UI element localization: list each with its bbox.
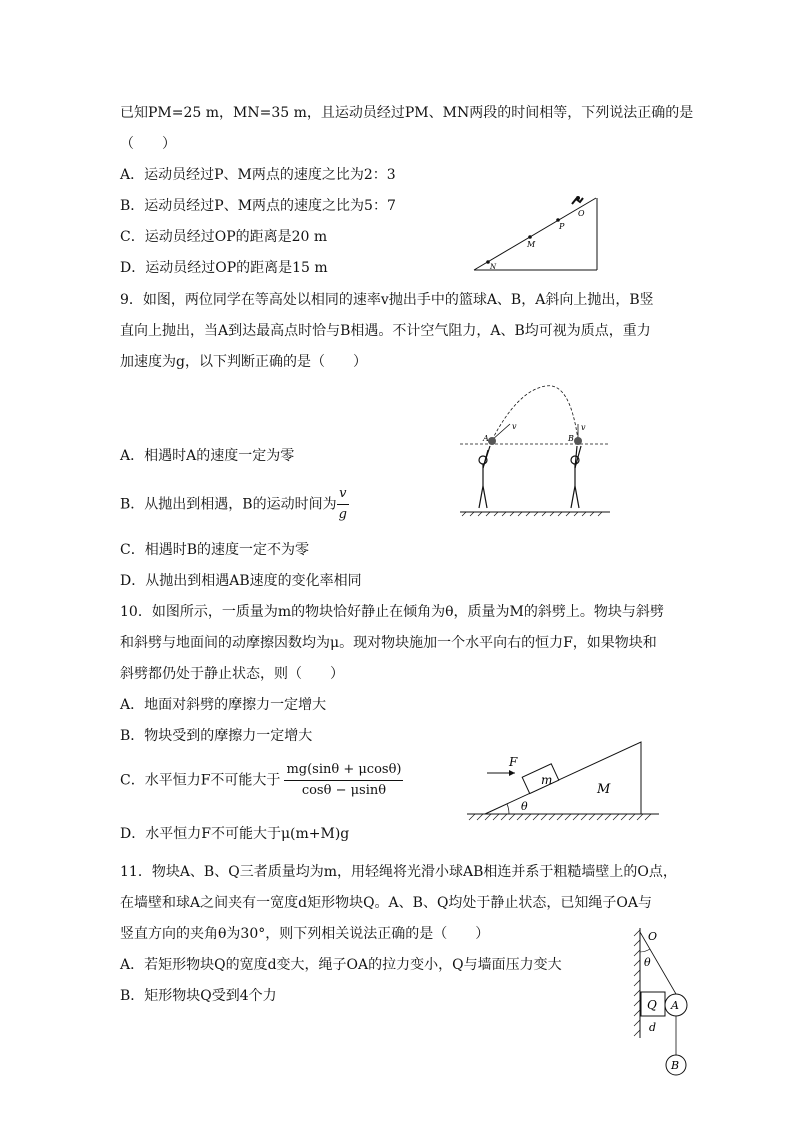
q9-velocity-arrow-a: [492, 424, 510, 440]
q11-label-a: A: [671, 999, 679, 1012]
q9-ground-hatch: [462, 512, 602, 516]
q11-stem-line1: 11．物块A、B、Q三者质量均为m，用轻绳将光滑小球AB相连并系于粗糙墙壁上的O点，: [120, 864, 677, 880]
q11-stem-line2: 在墙壁和球A之间夹有一宽度d矩形物块Q。A、B、Q均处于静止状态，已知绳子OA与: [120, 895, 653, 911]
q10-option-c-text: C．水平恒力F不可能大于: [120, 772, 281, 789]
skier-icon: [572, 196, 583, 204]
q11-label-d: d: [649, 1021, 657, 1034]
q8-option-c: C．运动员经过OP的距离是20 m: [120, 229, 328, 245]
q8-option-a: A．运动员经过P、M两点的速度之比为2：3: [120, 167, 396, 183]
q8-point-m: [528, 235, 532, 239]
q10-stem-line3: 斜劈都仍处于静止状态，则（ ）: [120, 666, 344, 682]
q9-label-b: B: [568, 434, 574, 443]
q9-label-v2: v: [581, 423, 586, 432]
q10-label-theta: θ: [521, 800, 528, 813]
q11-stem-line3: 竖直方向的夹角θ为30°，则下列相关说法正确的是（ ）: [120, 926, 490, 942]
q10-label-big-m: M: [597, 782, 611, 797]
q9-trajectory: [492, 386, 578, 440]
student-a-icon: [479, 446, 490, 508]
q9-option-d: D．从抛出到相遇AB速度的变化率相同: [120, 573, 362, 589]
q11-label-q: Q: [647, 998, 657, 1012]
q10-option-b: B．物块受到的摩擦力一定增大: [120, 728, 313, 744]
q9-label-a: A: [483, 434, 489, 443]
q10-ground-hatch: [469, 814, 651, 820]
ball-a-icon: [488, 437, 496, 445]
q10-label-m: m: [541, 773, 553, 787]
q10-wedge-figure: [465, 740, 661, 830]
q11-label-b: B: [671, 1059, 680, 1072]
arrowhead-icon: [509, 770, 515, 776]
q8-stem-line2: （ ）: [120, 136, 176, 152]
q11-wall-figure: [624, 922, 704, 1082]
student-b-icon: [571, 446, 581, 508]
q10-option-d: D．水平恒力F不可能大于μ(m+M)g: [120, 826, 350, 842]
q10-stem-line2: 和斜劈与地面间的动摩擦因数均为μ。现对物块施加一个水平向右的恒力F，如果物块和: [120, 635, 657, 651]
q10-option-c-fraction: $\frac{mg(\sin\theta + \mu\cos\theta)}{\cos\theta - \mu\sin\theta}$: [286, 762, 402, 798]
q11-option-a: A．若矩形物块Q的宽度d变大，绳子OA的拉力变小，Q与墙面压力变大: [120, 957, 562, 973]
q8-incline-figure: [468, 192, 602, 274]
q9-option-a: A．相遇时A的速度一定为零: [120, 448, 295, 464]
q10-label-f: F: [509, 755, 518, 769]
q9-stem-line1: 9．如图，两位同学在等高处以相同的速率v抛出手中的篮球A、B，A斜向上抛出，B竖: [120, 292, 654, 308]
q9-option-b-fraction: $\frac{v}{g}$: [338, 486, 347, 522]
q8-label-o: O: [578, 209, 585, 218]
q10-option-a: A．地面对斜劈的摩擦力一定增大: [120, 697, 327, 713]
q10-stem-line1: 10．如图所示，一质量为m的物块恰好静止在倾角为θ，质量为M的斜劈上。物块与斜劈: [120, 604, 664, 620]
q11-label-o: O: [648, 930, 658, 943]
q11-angle-arc: [640, 949, 650, 952]
q11-option-b: B．矩形物块Q受到4个力: [120, 988, 277, 1004]
q10-angle-arc: [507, 804, 509, 814]
q9-option-b-text: B．从抛出到相遇，B的运动时间为: [120, 496, 337, 513]
q8-label-p: P: [559, 222, 565, 231]
q9-label-v1: v: [512, 422, 517, 431]
q10-wedge: [485, 742, 641, 814]
q11-wall-hatch: [634, 930, 640, 1036]
ball-b-icon: [574, 437, 582, 445]
q9-stem-line3: 加速度为g，以下判断正确的是（ ）: [120, 354, 367, 370]
q9-stem-line2: 直向上抛出，当A到达最高点时恰与B相遇。不计空气阻力，A、B均可视为质点，重力: [120, 323, 651, 339]
q11-label-theta: θ: [644, 956, 651, 969]
q8-label-m: M: [527, 240, 536, 249]
q10-option-c: [120, 760, 403, 801]
q8-option-d: D．运动员经过OP的距离是15 m: [120, 260, 328, 276]
q8-option-b: B．运动员经过P、M两点的速度之比为5：7: [120, 198, 396, 214]
q9-option-b: [120, 484, 349, 525]
q8-label-n: N: [490, 263, 497, 271]
q9-throw-figure: [458, 380, 618, 520]
q8-stem-line1: 已知PM=25 m，MN=35 m，且运动员经过PM、MN两段的时间相等，下列说法正确的是: [120, 105, 694, 121]
q9-option-c: C．相遇时B的速度一定不为零: [120, 542, 309, 558]
